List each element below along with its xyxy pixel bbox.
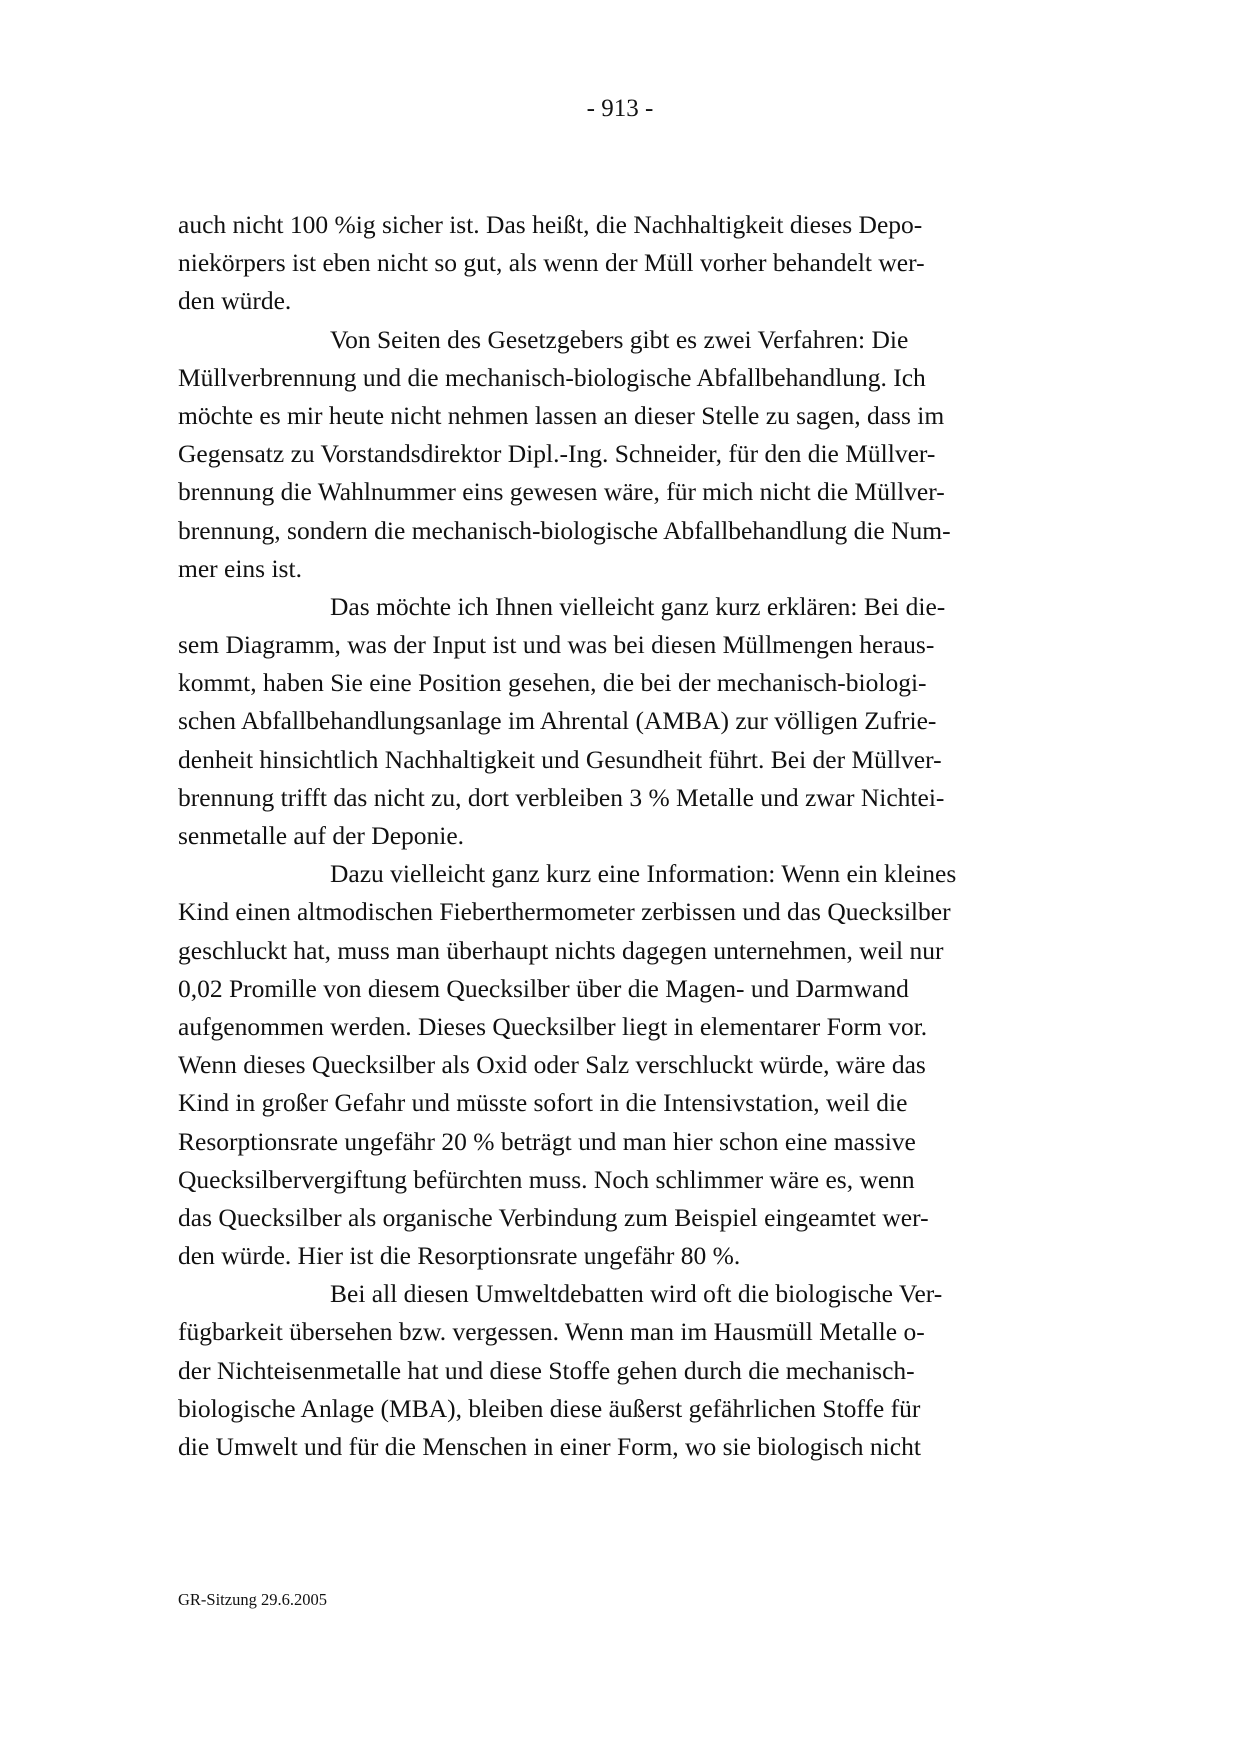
paragraph-first-line: Von Seiten des Gesetzgebers gibt es zwei Verfahren: Die <box>330 324 909 354</box>
text-line: mer eins ist. <box>178 553 302 583</box>
text-line: 0,02 Promille von diesem Quecksilber über die Magen- und Darmwand <box>178 973 909 1003</box>
footer-session-date: GR-Sitzung 29.6.2005 <box>178 1590 327 1609</box>
text-line: kommt, haben Sie eine Position gesehen, die bei der mechanisch-biologi- <box>178 668 927 698</box>
page-number: - 913 - <box>586 95 654 122</box>
text-line: der Nichteisenmetalle hat und diese Stoffe gehen durch die mechanisch- <box>178 1355 915 1385</box>
text-line: Müllverbrennung und die mechanisch-biologische Abfallbehandlung. Ich <box>178 362 926 392</box>
text-line: sem Diagramm, was der Input ist und was bei diesen Müllmengen heraus- <box>178 630 935 660</box>
text-line: Quecksilbervergiftung befürchten muss. Noch schlimmer wäre es, wenn <box>178 1164 915 1194</box>
paragraph-first-line: Das möchte ich Ihnen vielleicht ganz kurz erklären: Bei die- <box>330 591 946 621</box>
text-line: brennung, sondern die mechanisch-biologische Abfallbehandlung die Num- <box>178 515 951 545</box>
text-line: den würde. Hier ist die Resorptionsrate ungefähr 80 %. <box>178 1241 741 1271</box>
text-line: fügbarkeit übersehen bzw. vergessen. Wenn man im Hausmüll Metalle o- <box>178 1317 925 1347</box>
text-line: möchte es mir heute nicht nehmen lassen an dieser Stelle zu sagen, dass im <box>178 400 945 430</box>
text-line: biologische Anlage (MBA), bleiben diese äußerst gefährlichen Stoffe für <box>178 1393 921 1423</box>
text-line: aufgenommen werden. Dieses Quecksilber liegt in elementarer Form vor. <box>178 1011 928 1041</box>
text-line: brennung die Wahlnummer eins gewesen wäre, für mich nicht die Müllver- <box>178 477 945 507</box>
text-line: Kind in großer Gefahr und müsste sofort in die Intensivstation, weil die <box>178 1088 908 1118</box>
text-line: senmetalle auf der Deponie. <box>178 821 465 850</box>
paragraph-first-line: Dazu vielleicht ganz kurz eine Information: Wenn ein kleines <box>330 859 957 889</box>
text-line: denheit hinsichtlich Nachhaltigkeit und Gesundheit führt. Bei der Müllver- <box>178 744 942 774</box>
text-line: brennung trifft das nicht zu, dort verbleiben 3 % Metalle und zwar Nichtei- <box>178 782 945 812</box>
text-line: Gegensatz zu Vorstandsdirektor Dipl.-Ing. Schneider, für den die Müllver- <box>178 439 936 469</box>
text-line: auch nicht 100 %ig sicher ist. Das heißt, die Nachhaltigkeit dieses Depo- <box>178 210 923 239</box>
text-line: schen Abfallbehandlungsanlage im Ahrental (AMBA) zur völligen Zufrie- <box>178 706 937 736</box>
text-line: niekörpers ist eben nicht so gut, als wenn der Müll vorher behandelt wer- <box>178 248 925 278</box>
text-line: Kind einen altmodischen Fieberthermometer zerbissen und das Quecksilber <box>178 897 951 927</box>
text-line: den würde. <box>178 286 292 316</box>
text-line: Resorptionsrate ungefähr 20 % beträgt und man hier schon eine massive <box>178 1126 916 1156</box>
paragraph-first-line: Bei all diesen Umweltdebatten wird oft die biologische Ver- <box>330 1279 943 1309</box>
text-line: die Umwelt und für die Menschen in einer Form, wo sie biologisch nicht <box>178 1432 921 1461</box>
text-line: das Quecksilber als organische Verbindung zum Beispiel eingeamtet wer- <box>178 1202 929 1232</box>
text-line: Wenn dieses Quecksilber als Oxid oder Salz verschluckt würde, wäre das <box>178 1050 926 1080</box>
text-line: geschluckt hat, muss man überhaupt nichts dagegen unternehmen, weil nur <box>178 935 944 965</box>
body-text <box>178 206 1058 1466</box>
